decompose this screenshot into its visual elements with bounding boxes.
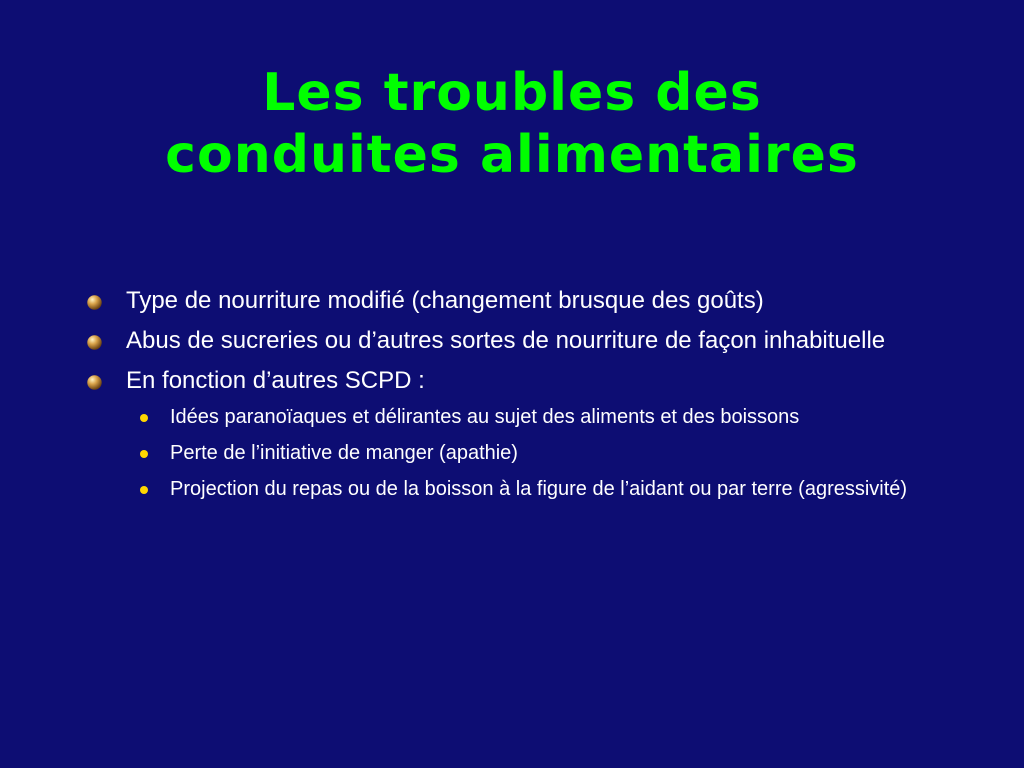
- bullet-text: En fonction d’autres SCPD :: [126, 367, 425, 394]
- sub-bullet-text: Idées paranoïaques et délirantes au sujet des aliments et des boissons: [170, 406, 800, 428]
- dot-bullet-icon: [140, 414, 148, 422]
- sub-bullet-text: Perte de l’initiative de manger (apathie): [170, 442, 518, 464]
- sub-bullet-text: Projection du repas ou de la boisson à la figure de l’aidant ou par terre (agressivité): [170, 478, 908, 500]
- dot-bullet-icon: [140, 450, 148, 458]
- bullet-item: [84, 284, 994, 318]
- sub-bullet-list: [84, 404, 994, 502]
- slide-title: [60, 62, 964, 186]
- title-line-2: conduites alimentaires: [165, 125, 859, 185]
- bullet-text: Type de nourriture modifié (changement brusque des goûts): [126, 287, 764, 314]
- slide-body: [84, 284, 994, 512]
- sub-bullet-item: [84, 476, 994, 502]
- title-line-1: Les troubles des: [262, 63, 762, 123]
- orb-bullet-icon: [86, 374, 103, 391]
- sub-bullet-item: [84, 440, 994, 466]
- orb-bullet-icon: [86, 294, 103, 311]
- bullet-text: Abus de sucreries ou d’autres sortes de nourriture de façon inhabituelle: [126, 327, 886, 354]
- sub-bullet-item: [84, 404, 994, 430]
- bullet-item: [84, 324, 994, 358]
- dot-bullet-icon: [140, 486, 148, 494]
- orb-bullet-icon: [86, 334, 103, 351]
- bullet-item: [84, 364, 994, 398]
